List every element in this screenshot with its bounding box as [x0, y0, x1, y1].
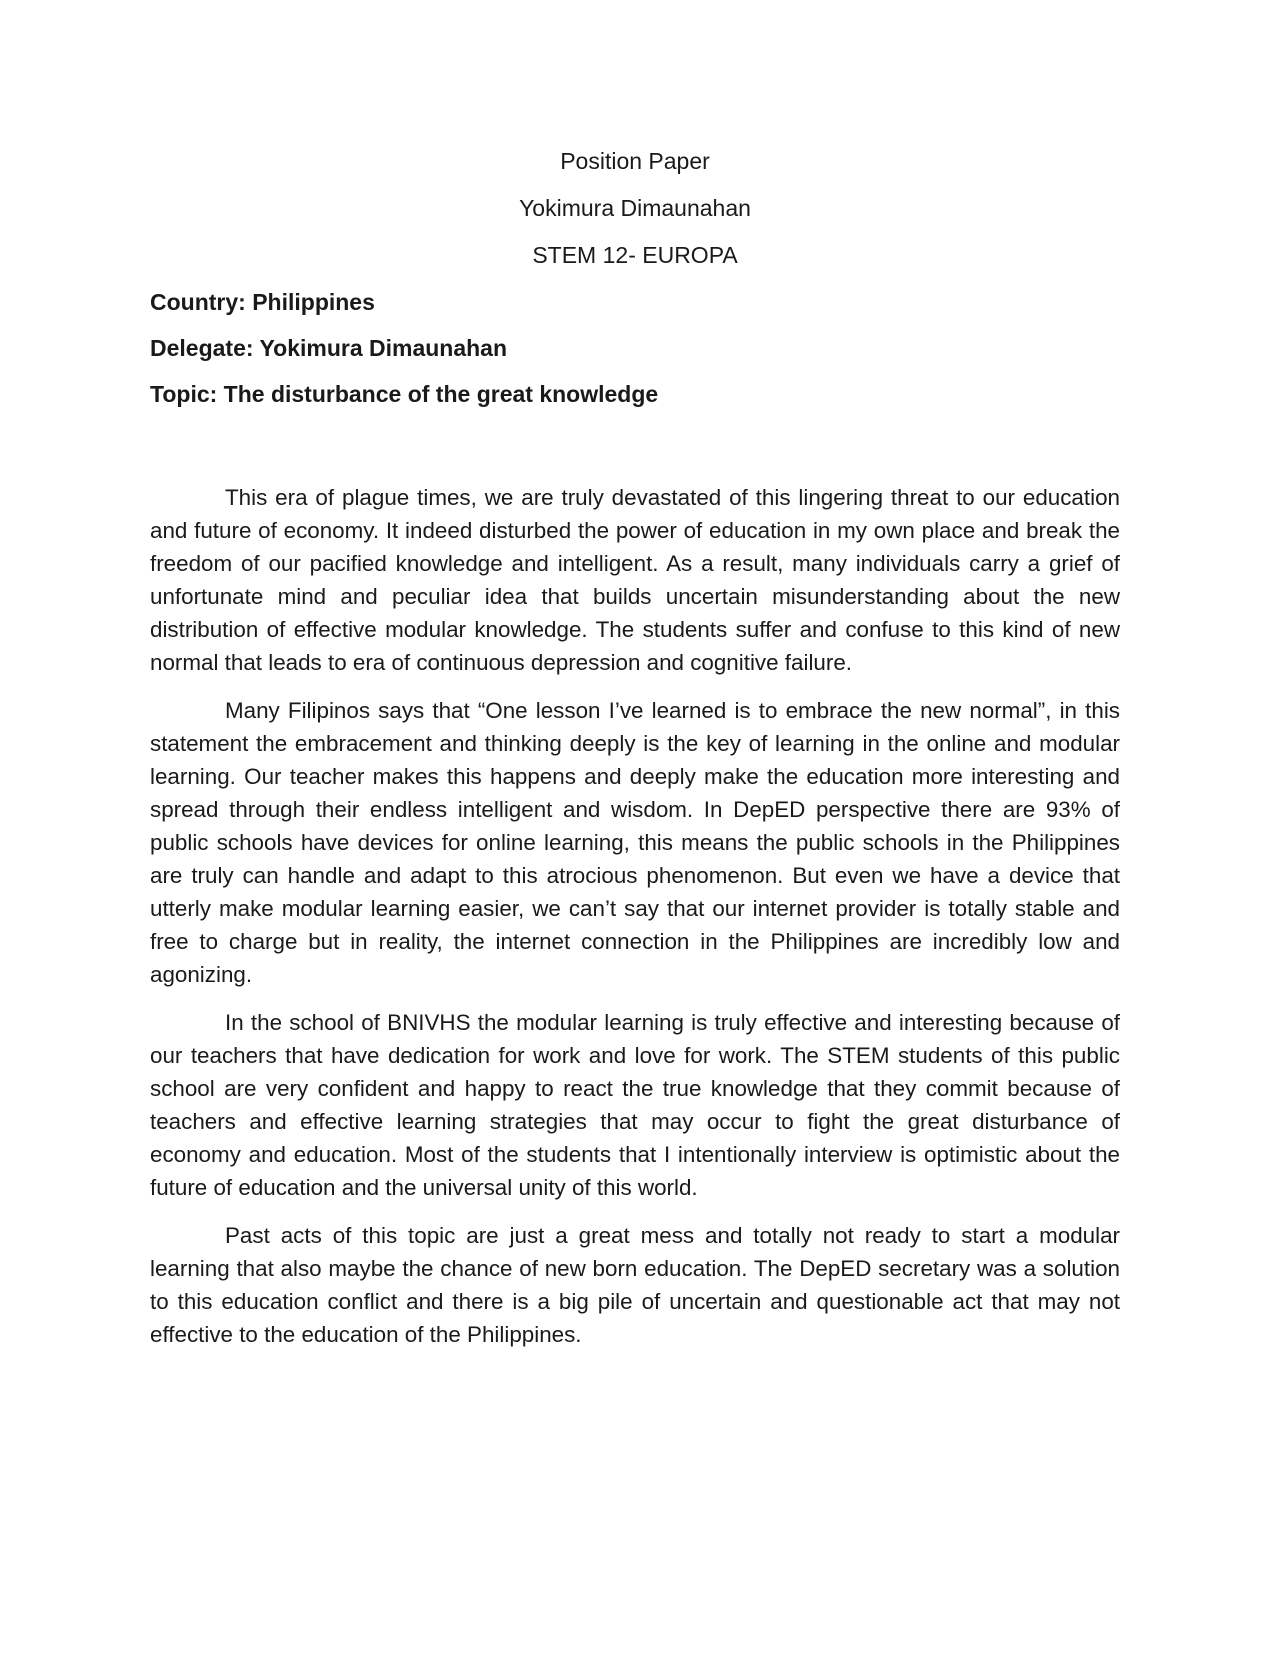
document-title: Position Paper [560, 148, 710, 174]
country-line: Country: Philippines [150, 289, 375, 315]
topic-line: Topic: The disturbance of the great knowledge [150, 381, 659, 407]
paragraph-4: Past acts of this topic are just a great mess and totally not ready to start a modular learning that also maybe the chance of new born education. The DepED secretary was a solution to this education conflict and there is a big pile of uncertain and questionable act that may not effective to the education of the Philippines. [150, 1223, 1120, 1347]
document-page [150, 146, 1120, 1366]
paragraph-2: Many Filipinos says that “One lesson I’ve learned is to embrace the new normal”, in this statement the embracement and thinking deeply is the key of learning in the online and modular learning. Our teacher makes this happens and deeply make the education more interesting and spread through their endless intelligent and wisdom. In DepED perspective there are 93% of public schools have devices for online learning, this means the public schools in the Philippines are truly can handle and adapt to this atrocious phenomenon. But even we have a device that utterly make modular learning easier, we can’t say that our internet provider is totally stable and free to charge but in reality, the internet connection in the Philippines are incredibly low and agonizing. [150, 698, 1120, 987]
section-name: STEM 12- EUROPA [532, 242, 738, 268]
body-text [150, 481, 1120, 1351]
author-name: Yokimura Dimaunahan [519, 195, 751, 221]
paragraph-1: This era of plague times, we are truly devastated of this lingering threat to our education and future of economy. It indeed disturbed the power of education in my own place and break the freedom of our pacified knowledge and intelligent. As a result, many individuals carry a grief of unfortunate mind and peculiar idea that builds uncertain misunderstanding about the new distribution of effective modular knowledge. The students suffer and confuse to this kind of new normal that leads to era of continuous depression and cognitive failure. [150, 485, 1120, 675]
delegate-line: Delegate: Yokimura Dimaunahan [150, 335, 508, 361]
paragraph-3: In the school of BNIVHS the modular learning is truly effective and interesting because of our teachers that have dedication for work and love for work. The STEM students of this public school are very confident and happy to react the true knowledge that they commit because of teachers and effective learning strategies that may occur to fight the great disturbance of economy and education. Most of the students that I intentionally interview is optimistic about the future of education and the universal unity of this world. [150, 1010, 1120, 1200]
